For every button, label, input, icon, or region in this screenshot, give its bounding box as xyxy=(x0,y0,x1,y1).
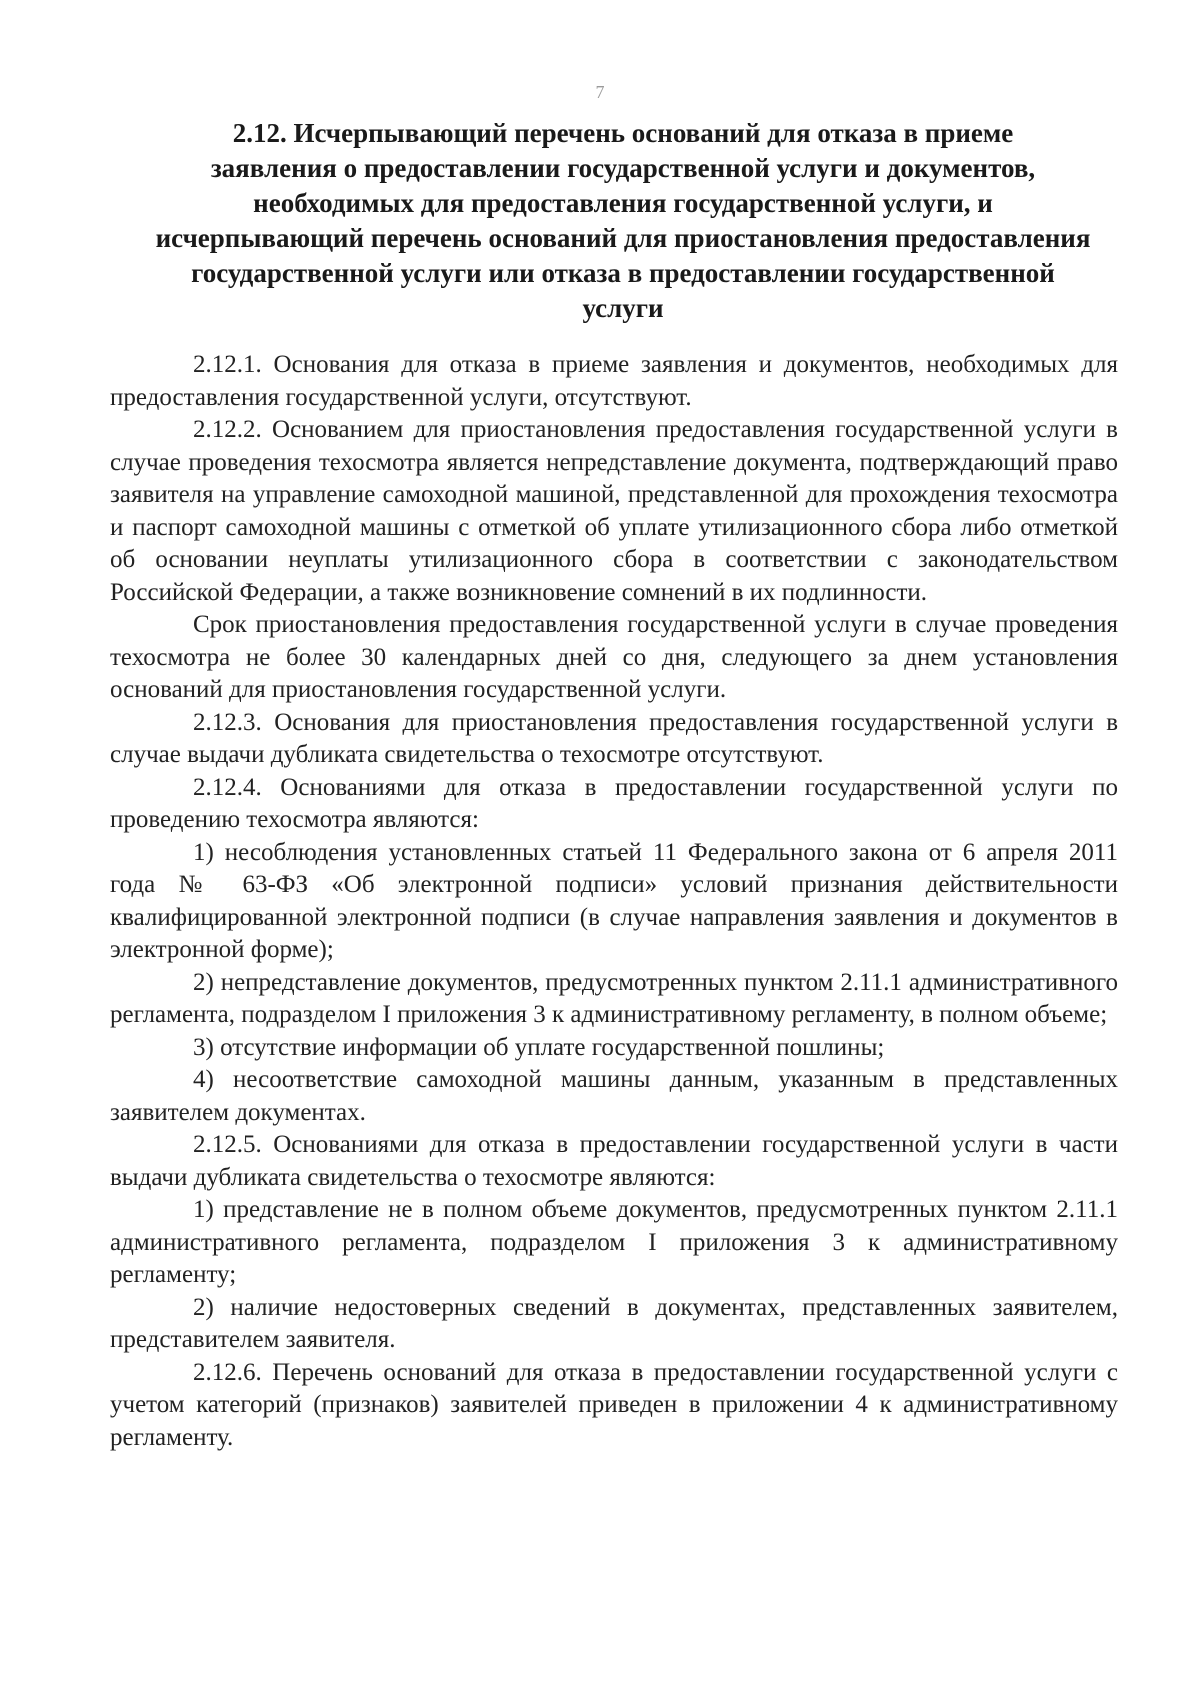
list-item-2-12-4-3: 3) отсутствие информации об уплате государственной пошлины; xyxy=(193,1033,885,1061)
paragraph-2-12-5: 2.12.5. Основаниями для отказа в предоставлении государственной услуги в части выдачи дубликата свидетельства о техосмотре являются: xyxy=(110,1131,1118,1191)
paragraph-2-12-6: 2.12.6. Перечень оснований для отказа в предоставлении государственной услуги с учетом категорий (признаков) заявителей приведен в приложении 4 к административному регламенту. xyxy=(110,1358,1118,1451)
heading-line: услуги xyxy=(582,293,664,323)
paragraph-2-12-2: 2.12.2. Основанием для приостановления предоставления государственной услуги в случае проведения техосмотра является непредставление документа, подтверждающий право заявителя на управление самоходной машиной, представленной для прохождения техосмотра и паспорт самоходной машины с отметкой об уплате утилизационного сбора либо отметкой об основании неуплаты утилизационного сбора в соответствии с законодательством Российской Федерации, а также возникновение сомнений в их подлинности. xyxy=(110,416,1118,606)
paragraph-2-12-3: 2.12.3. Основания для приостановления предоставления государственной услуги в случае выдачи дубликата свидетельства о техосмотре отсутствуют. xyxy=(110,708,1118,768)
list-item-2-12-4-1: 1) несоблюдения установленных статьей 11 Федерального закона от 6 апреля 2011 года № 63-ФЗ «Об электронной подписи» условий признания действительности квалифицированной электронной подписи (в случае направления заявления и документов в электронной форме); xyxy=(110,838,1118,963)
heading-line: государственной услуги или отказа в предоставлении государственной xyxy=(191,258,1055,288)
list-item-2-12-4-2: 2) непредставление документов, предусмотренных пунктом 2.11.1 административного регламента, подразделом I приложения 3 к административному регламенту, в полном объеме; xyxy=(110,968,1118,1028)
paragraph-2-12-4: 2.12.4. Основаниями для отказа в предоставлении государственной услуги по проведению техосмотра являются: xyxy=(110,773,1118,833)
list-item-2-12-5-2: 2) наличие недостоверных сведений в документах, представленных заявителем, представителем заявителя. xyxy=(110,1293,1118,1353)
paragraph-2-12-1: 2.12.1. Основания для отказа в приеме заявления и документов, необходимых для предоставления государственной услуги, отсутствуют. xyxy=(110,351,1118,411)
document-body xyxy=(110,349,1118,1454)
section-heading xyxy=(128,116,1118,326)
heading-line: исчерпывающий перечень оснований для приостановления предоставления xyxy=(155,223,1091,253)
list-item-2-12-5-1: 1) представление не в полном объеме документов, предусмотренных пунктом 2.11.1 административного регламента, подразделом I приложения 3 к административному регламенту; xyxy=(110,1196,1118,1288)
heading-line: заявления о предоставлении государственной услуги и документов, xyxy=(210,153,1036,183)
heading-line: 2.12. Исчерпывающий перечень оснований для отказа в приеме xyxy=(232,118,1014,148)
heading-line: необходимых для предоставления государственной услуги, и xyxy=(253,188,993,218)
paragraph-suspension-term: Срок приостановления предоставления государственной услуги в случае проведения техосмотра не более 30 календарных дней со дня, следующего за днем установления оснований для приостановления государственной услуги. xyxy=(110,611,1118,703)
list-item-2-12-4-4: 4) несоответствие самоходной машины данным, указанным в представленных заявителем документах. xyxy=(110,1066,1118,1126)
page-number: 7 xyxy=(595,82,605,102)
